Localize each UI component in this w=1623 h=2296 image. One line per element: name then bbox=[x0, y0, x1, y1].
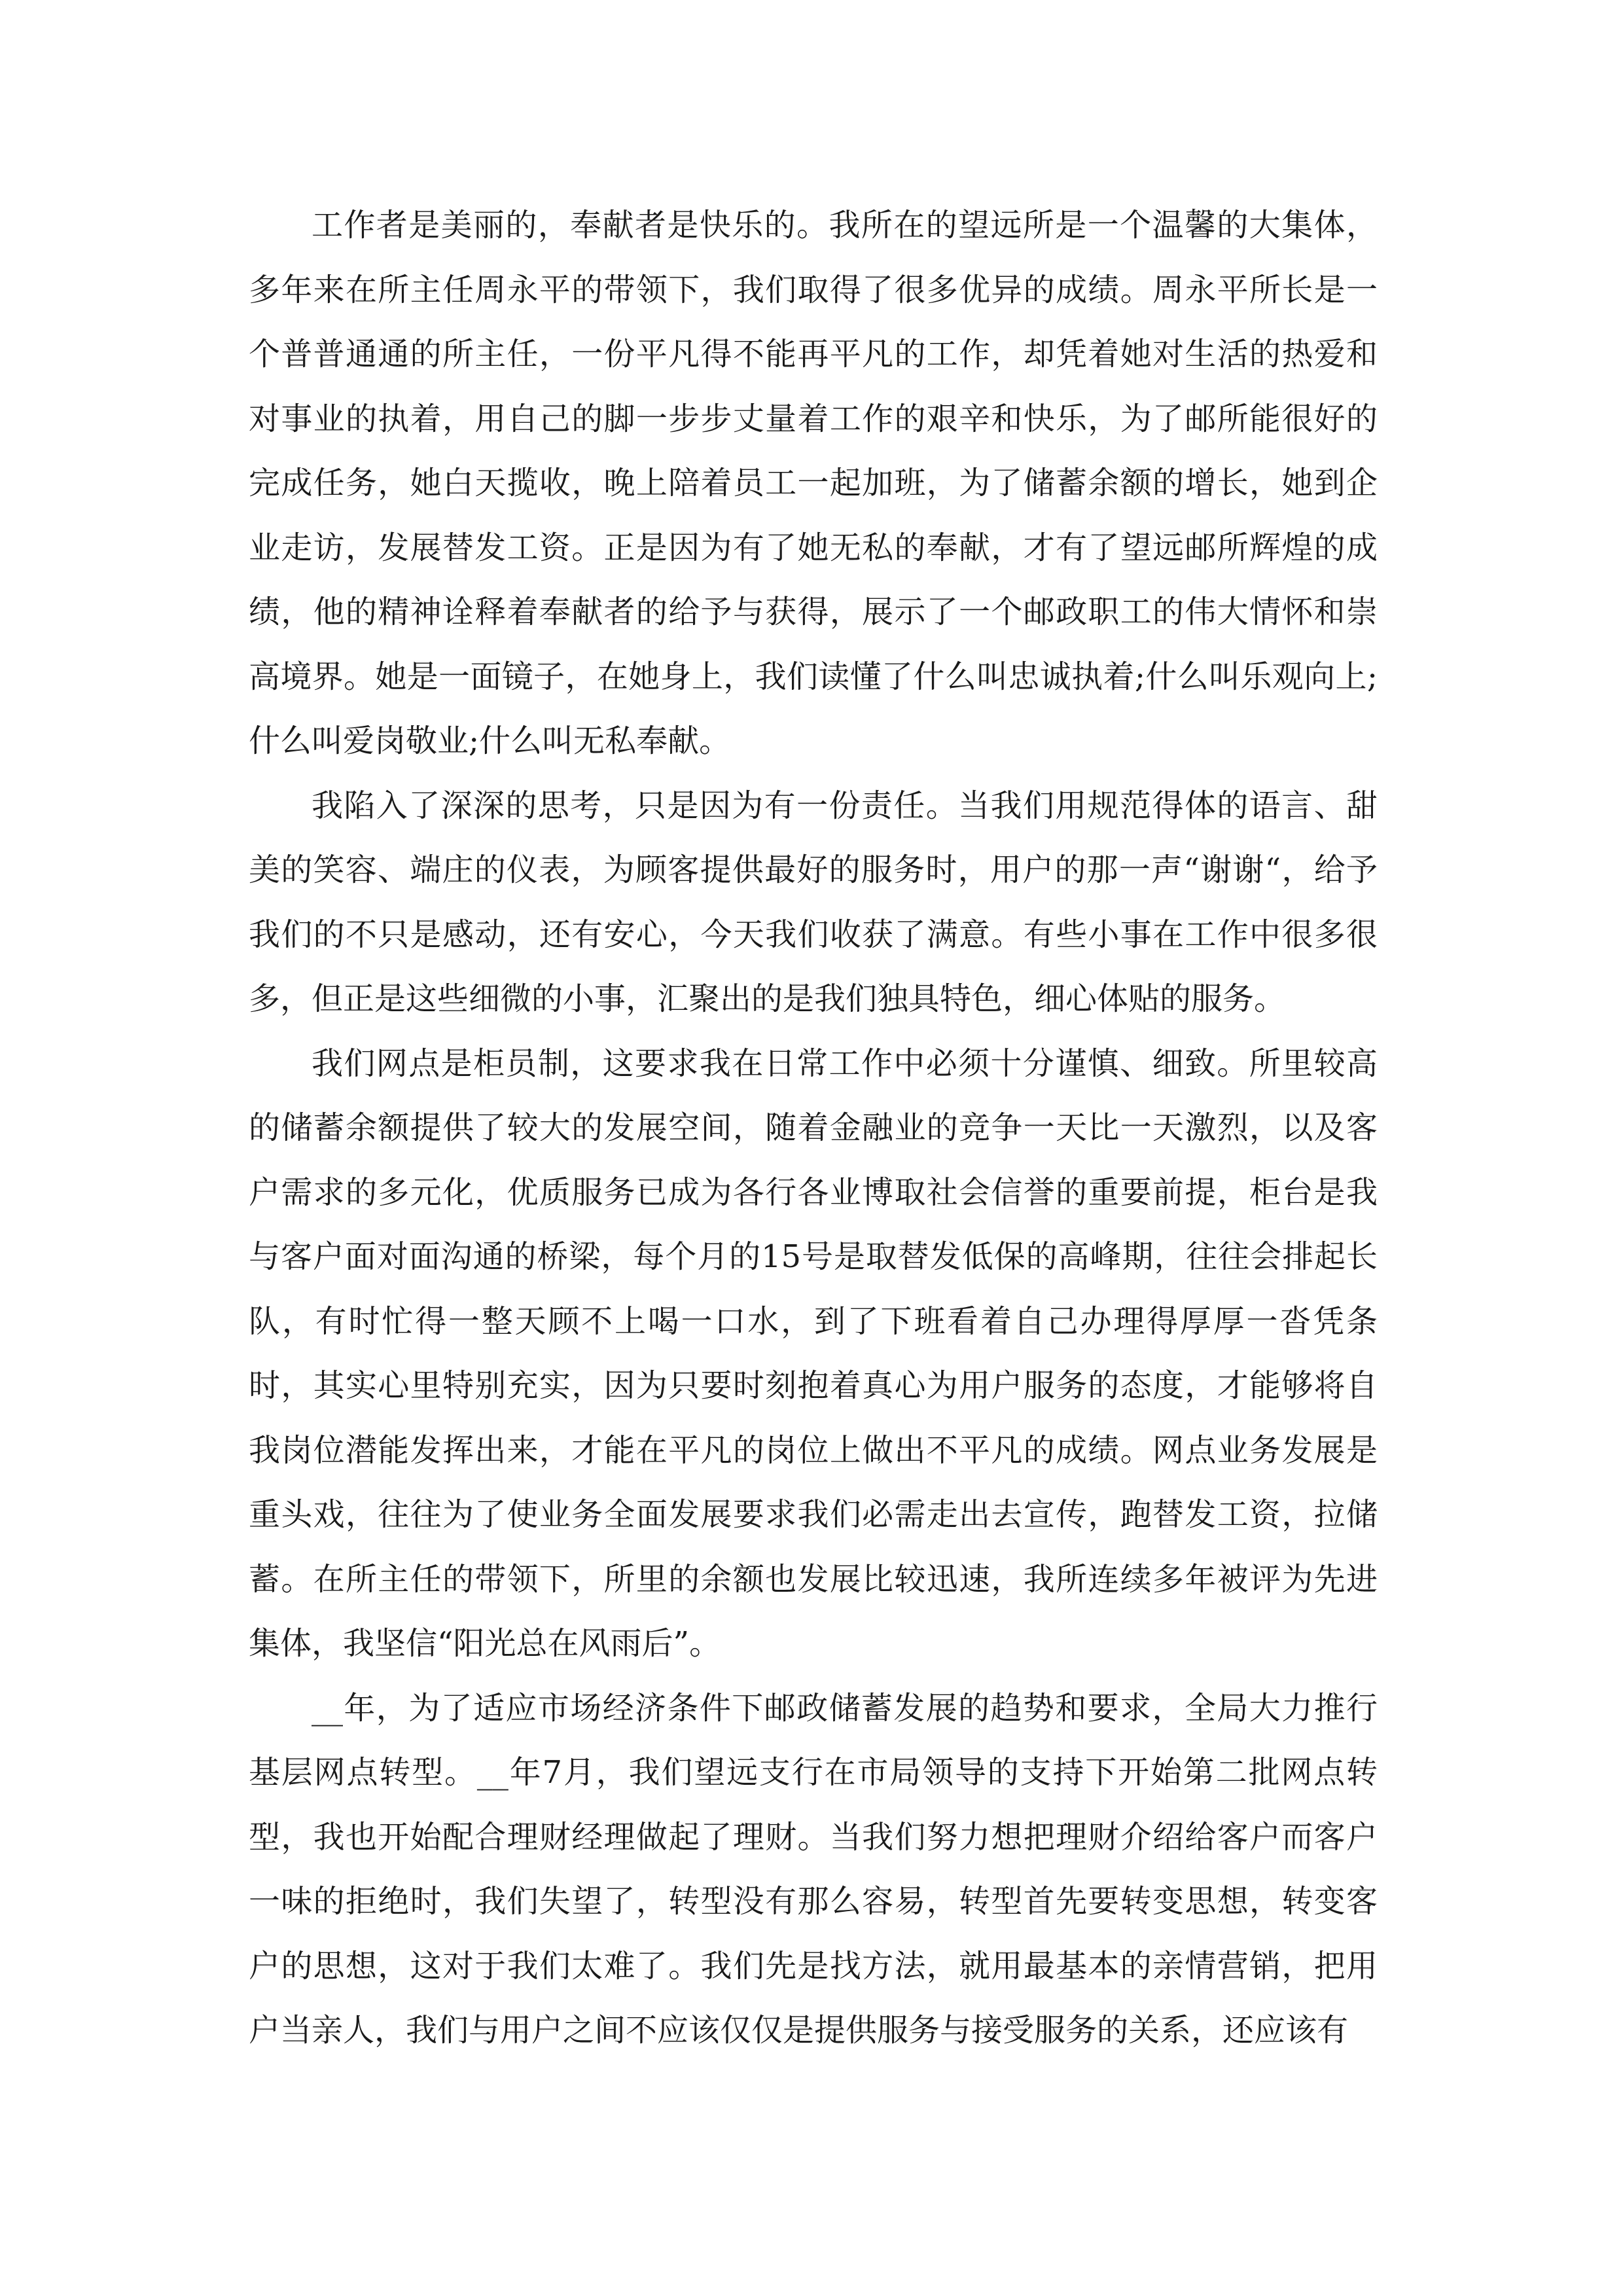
paragraph: 我陷入了深深的思考，只是因为有一份责任。当我们用规范得体的语言、甜美的笑容、端庄的仪表，为顾客提供最好的服务时，用户的那一声“谢谢“，给予我们的不只是感动，还有安心，今天我们收获了满意。有些小事在工作中很多很多，但正是这些细微的小事，汇聚出的是我们独具特色，细心体贴的服务。 bbox=[249, 787, 1378, 1017]
paragraph: 工作者是美丽的，奉献者是快乐的。我所在的望远所是一个温馨的大集体，多年来在所主任周永平的带领下，我们取得了很多优异的成绩。周永平所长是一个普普通通的所主任，一份平凡得不能再平凡的工作，却凭着她对生活的热爱和对事业的执着，用自己的脚一步步丈量着工作的艰辛和快乐，为了邮所能很好的完成任务，她白天揽收，晚上陪着员工一起加班，为了储蓄余额的增长，她到企业走访，发展替发工资。正是因为有了她无私的奉献，才有了望远邮所辉煌的成绩，他的精神诠释着奉献者的给予与获得，展示了一个邮政职工的伟大情怀和崇高境界。她是一面镜子，在她身上，我们读懂了什么叫忠诚执着;什么叫乐观向上;什么叫爱岗敬业;什么叫无私奉献。 bbox=[249, 207, 1378, 759]
paragraph: __年，为了适应市场经济条件下邮政储蓄发展的趋势和要求，全局大力推行基层网点转型。__年7月，我们望远支行在市局领导的支持下开始第二批网点转型，我也开始配合理财经理做起了理财。当我们努力想把理财介绍给客户而客户一味的拒绝时，我们失望了，转型没有那么容易，转型首先要转变思想，转变客户的思想，这对于我们太难了。我们先是找方法，就用最基本的亲情营销，把用户当亲人，我们与用户之间不应该仅仅是提供服务与接受服务的关系，还应该有 bbox=[249, 1689, 1378, 2049]
document-body bbox=[249, 193, 1378, 2063]
paragraph: 我们网点是柜员制，这要求我在日常工作中必须十分谨慎、细致。所里较高的储蓄余额提供了较大的发展空间，随着金融业的竞争一天比一天激烈，以及客户需求的多元化，优质服务已成为各行各业博取社会信誉的重要前提，柜台是我与客户面对面沟通的桥梁，每个月的15号是取替发低保的高峰期，往往会排起长队，有时忙得一整天顾不上喝一口水，到了下班看着自己办理得厚厚一沓凭条时，其实心里特别充实，因为只要时刻抱着真心为用户服务的态度，才能够将自我岗位潜能发挥出来，才能在平凡的岗位上做出不平凡的成绩。网点业务发展是重头戏，往往为了使业务全面发展要求我们必需走出去宣传，跑替发工资，拉储蓄。在所主任的带领下，所里的余额也发展比较迅速，我所连续多年被评为先进集体，我坚信“阳光总在风雨后”。 bbox=[249, 1045, 1378, 1662]
